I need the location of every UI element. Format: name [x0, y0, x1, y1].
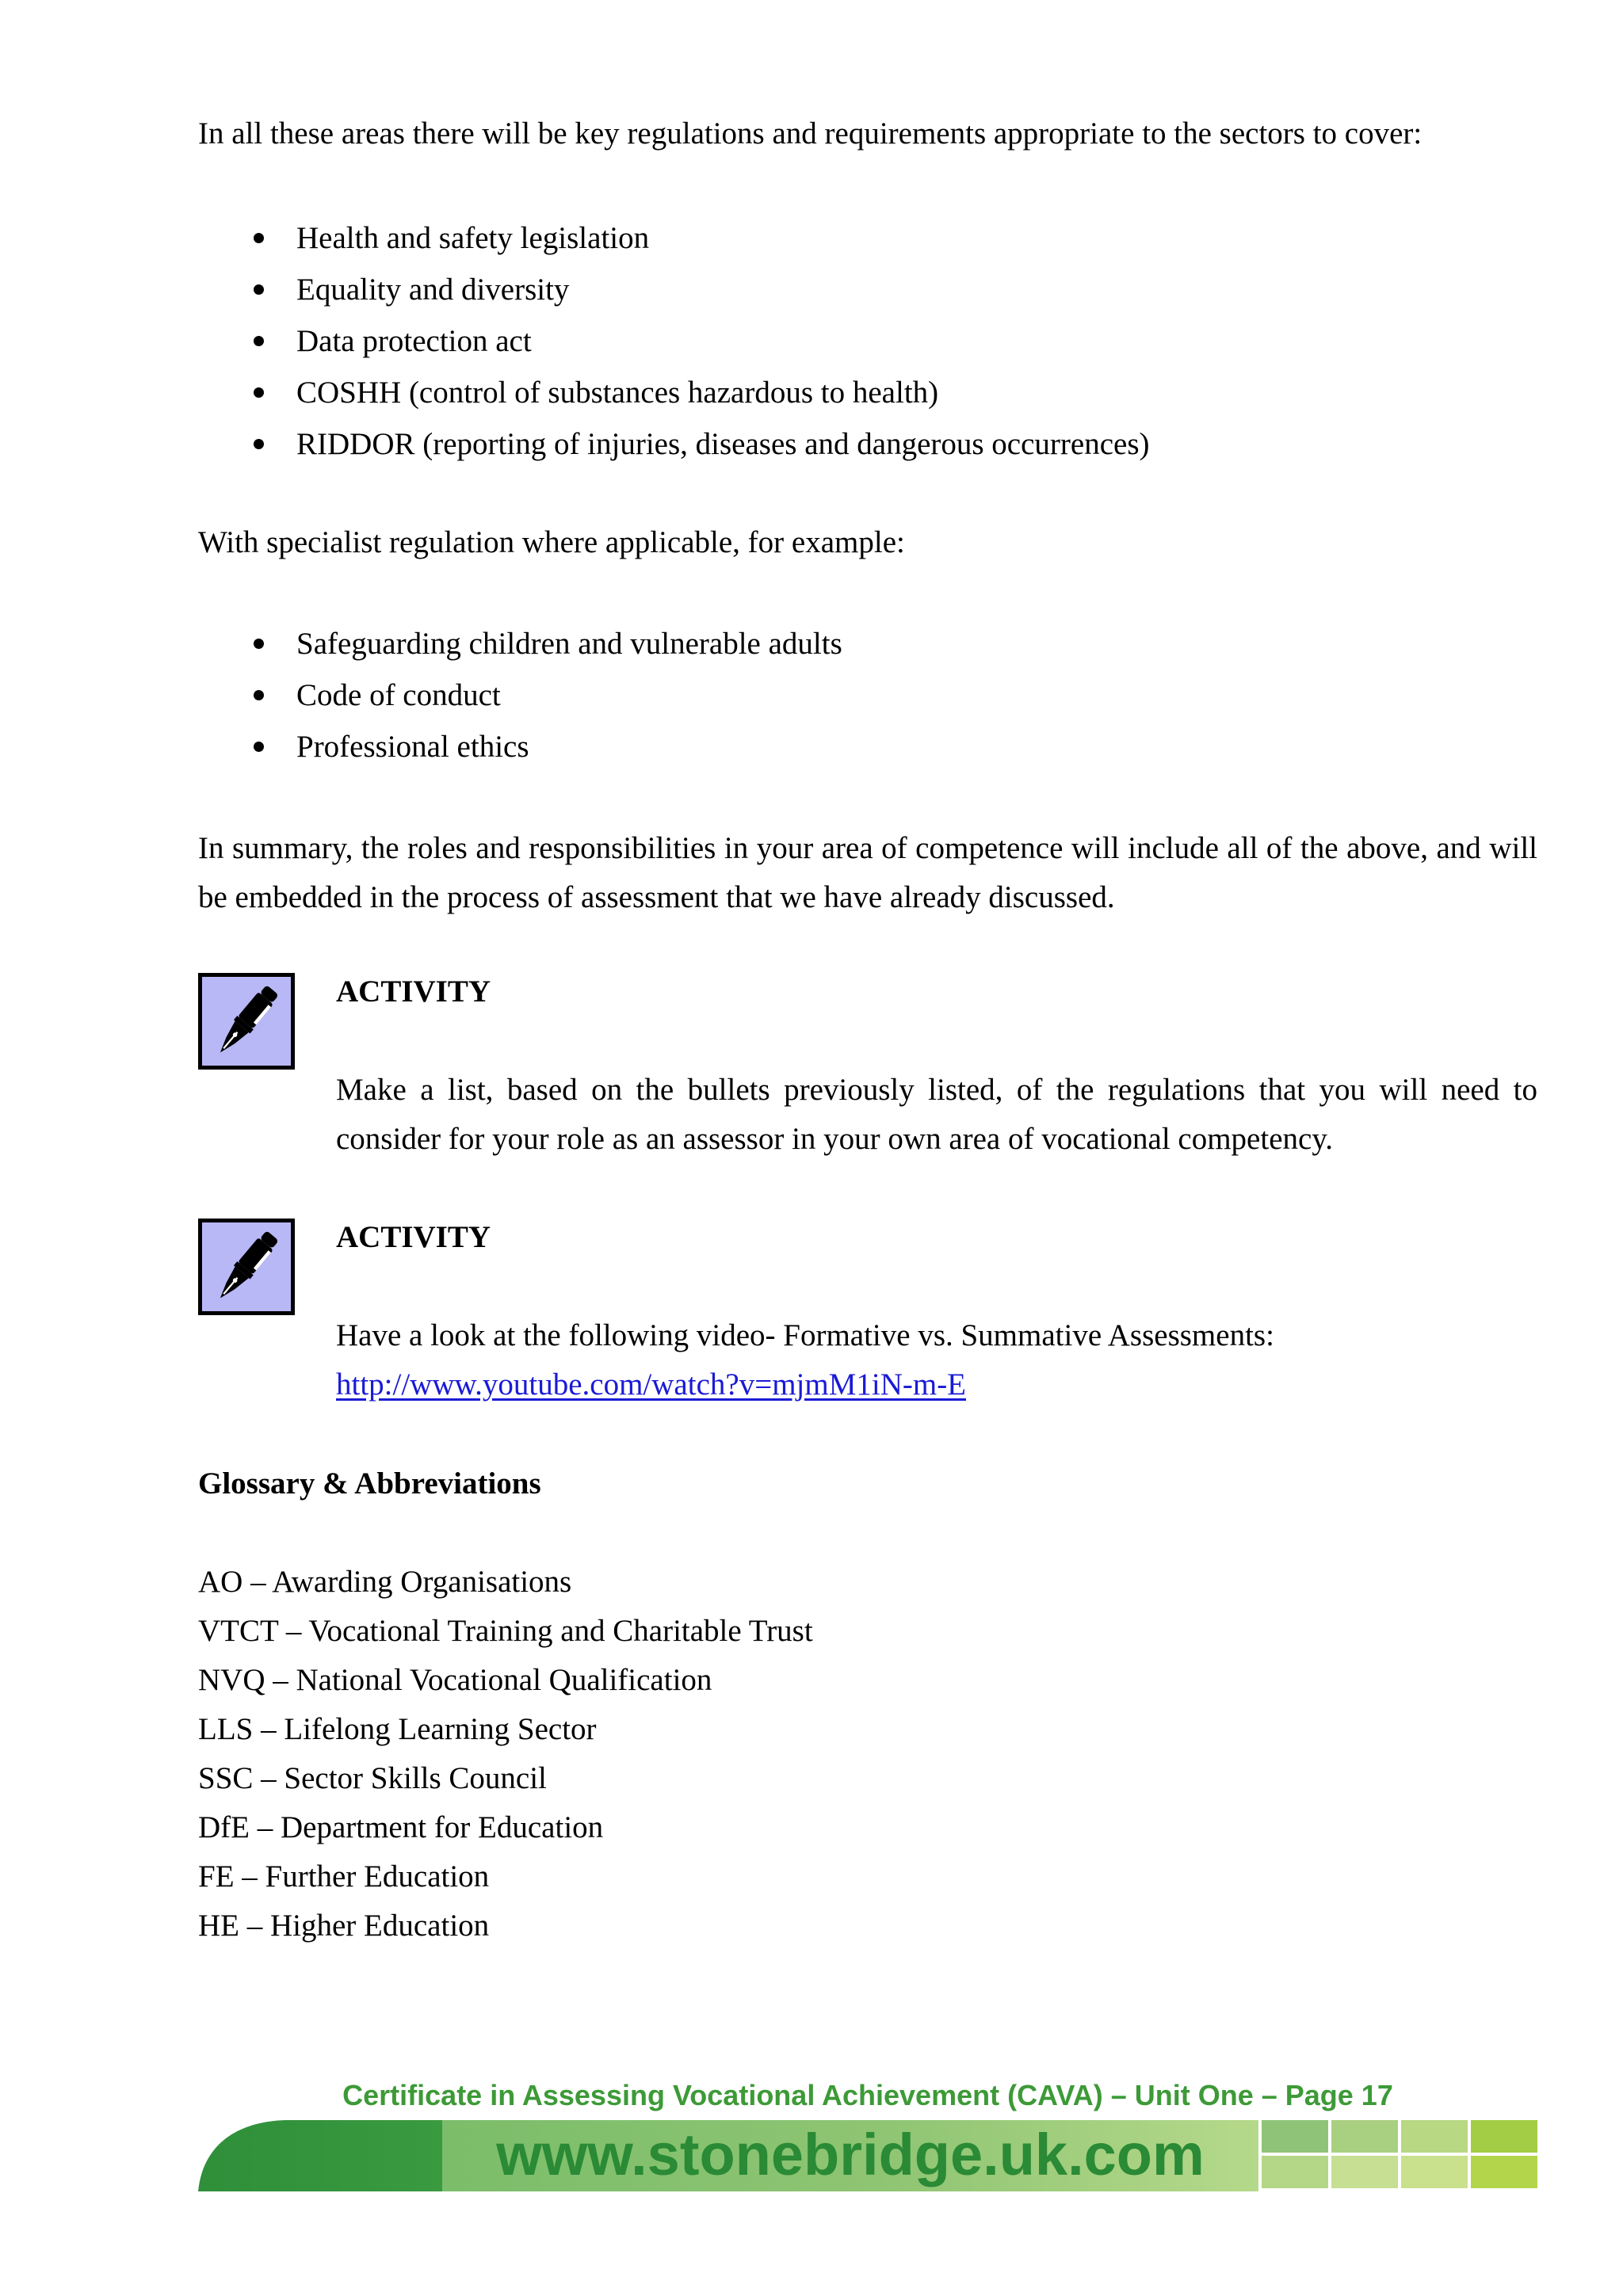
banner-tile [1468, 2120, 1537, 2156]
activity-title: ACTIVITY [336, 1220, 491, 1254]
footer-caption: Certificate in Assessing Vocational Achievement (CAVA) – Unit One – Page 17 [342, 2079, 1393, 2111]
list-item: Professional ethics [198, 721, 842, 772]
glossary-list [198, 1558, 813, 1951]
glossary-item: DfE – Department for Education [198, 1810, 604, 1844]
bullet-icon [254, 284, 264, 295]
glossary-item: LLS – Lifelong Learning Sector [198, 1712, 597, 1746]
banner-tile [1398, 2156, 1468, 2191]
list-item: Health and safety legislation [198, 212, 1150, 264]
glossary-item: NVQ – National Vocational Qualification [198, 1663, 712, 1697]
banner-tile [1328, 2120, 1398, 2156]
list-item: Code of conduct [198, 669, 842, 721]
banner-tile [1328, 2156, 1398, 2191]
list-item: Safeguarding children and vulnerable adults [198, 618, 842, 669]
video-link[interactable]: http://www.youtube.com/watch?v=mjmM1iN-m-E [336, 1367, 967, 1402]
bullet-icon [254, 439, 264, 449]
glossary-item: HE – Higher Education [198, 1909, 490, 1943]
banner-tile [1468, 2156, 1537, 2191]
activity-text [336, 1311, 1537, 1409]
glossary-item: FE – Further Education [198, 1859, 490, 1894]
summary-paragraph: In summary, the roles and responsibilities in your area of competence will include all of the above, and will be embedded in the process of assessment that we have already discussed. [198, 831, 1537, 914]
glossary-item: SSC – Sector Skills Council [198, 1761, 547, 1795]
specialist-intro-paragraph: With specialist regulation where applicable, for example: [198, 525, 905, 559]
banner-grid [1258, 2120, 1537, 2191]
website-url: www.stonebridge.uk.com [496, 2122, 1205, 2187]
bullet-icon [254, 387, 264, 398]
activity-title: ACTIVITY [336, 974, 491, 1009]
list-item: RIDDOR (reporting of injuries, diseases and dangerous occurrences) [198, 418, 1150, 470]
glossary-item: AO – Awarding Organisations [198, 1565, 572, 1599]
bullet-icon [254, 742, 264, 752]
bullet-icon [254, 233, 264, 243]
fountain-pen-icon [202, 1222, 291, 1311]
list-item: Equality and diversity [198, 264, 1150, 315]
banner-tile [1398, 2120, 1468, 2156]
list-item: COSHH (control of substances hazardous to health) [198, 367, 1150, 418]
bullet-icon [254, 690, 264, 700]
bullet-icon [254, 336, 264, 346]
list-item: Data protection act [198, 315, 1150, 367]
banner-tile [1258, 2156, 1328, 2191]
bullet-icon [254, 639, 264, 649]
fountain-pen-icon [198, 973, 295, 1070]
banner-tile [1258, 2120, 1328, 2156]
key-regulations-list [198, 212, 1150, 470]
glossary-heading: Glossary & Abbreviations [198, 1466, 541, 1501]
banner-swoosh [198, 2120, 444, 2191]
fountain-pen-icon [198, 1219, 295, 1315]
footer-banner [198, 2120, 1537, 2191]
specialist-regulations-list [198, 618, 842, 772]
glossary-item: VTCT – Vocational Training and Charitable Trust [198, 1614, 813, 1648]
fountain-pen-icon [202, 977, 291, 1066]
intro-paragraph: In all these areas there will be key regulations and requirements appropriate to the sectors to cover: [198, 116, 1423, 151]
activity-text: Make a list, based on the bullets previously listed, of the regulations that you will need to consider for your role as an assessor in your own area of vocational competency. [336, 1073, 1537, 1156]
activity-text-line: Have a look at the following video- Formative vs. Summative Assessments: [336, 1318, 1274, 1352]
